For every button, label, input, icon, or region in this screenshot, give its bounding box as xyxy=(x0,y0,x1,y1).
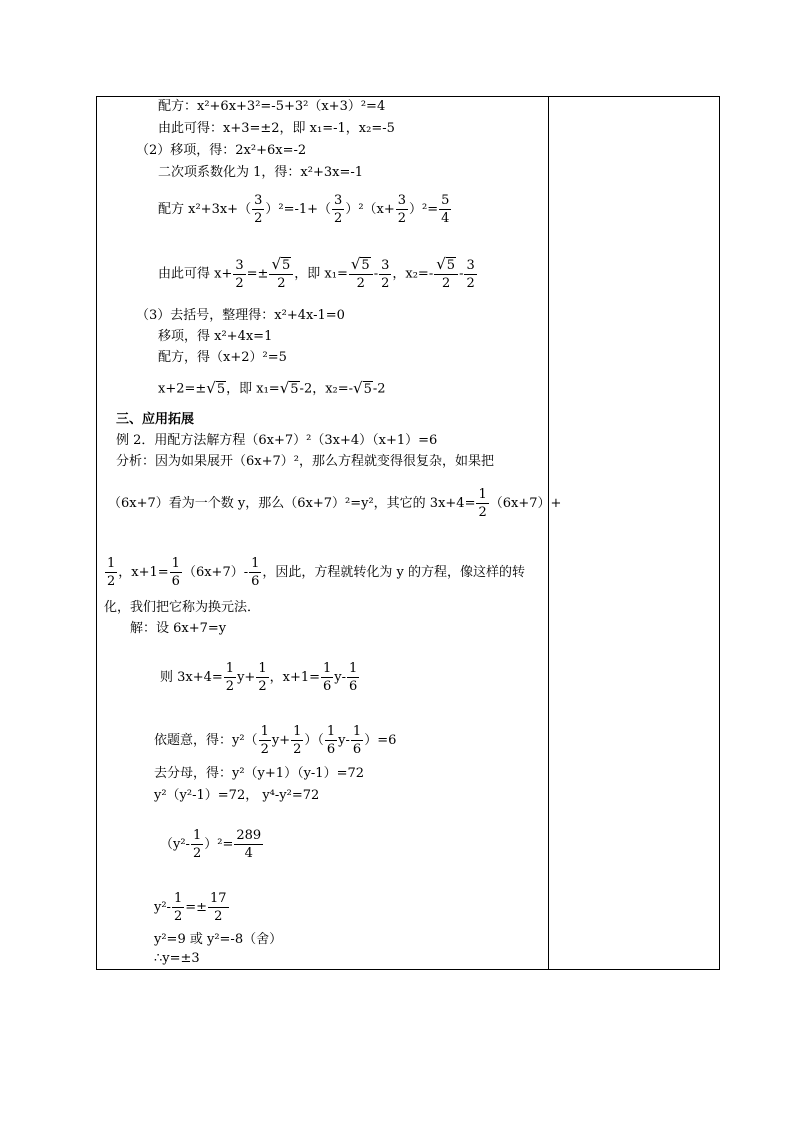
numerator xyxy=(434,256,458,275)
radicand: 5 xyxy=(282,258,291,273)
analysis-line-1: 分析：因为如果展开（6x+7）²，那么方程就变得很复杂，如果把 xyxy=(116,454,494,469)
sqrt: √5 xyxy=(271,255,291,273)
fraction-3-2 xyxy=(379,257,391,292)
numerator: 1 xyxy=(326,724,336,739)
line-complete-square-2 xyxy=(158,192,452,227)
denominator: 2 xyxy=(356,276,365,291)
fraction-sqrt5-2 xyxy=(349,256,373,292)
numerator: 1 xyxy=(349,661,358,676)
denominator: 2 xyxy=(466,275,475,291)
text: （6x+7）看为一个数 y，那么（6x+7）²=y²，其它的 3x+4= xyxy=(108,496,476,511)
numerator: 1 xyxy=(192,828,202,843)
fraction-sqrt5-2 xyxy=(434,256,458,292)
numerator: 17 xyxy=(210,891,227,906)
radicand: 5 xyxy=(363,382,372,397)
text: 则 3x+4= xyxy=(160,670,223,685)
numerator: 1 xyxy=(225,661,235,676)
fraction-1-6 xyxy=(351,723,363,758)
sqrt: √5 xyxy=(279,379,299,397)
numerator: 1 xyxy=(173,891,183,906)
denominator: 6 xyxy=(171,574,180,589)
text: ）²= xyxy=(204,837,234,852)
text: （6x+7）- xyxy=(182,565,249,580)
text: y+ xyxy=(271,733,291,748)
denominator: 6 xyxy=(326,742,336,757)
sqrt: √5 xyxy=(206,379,226,397)
denominator: 4 xyxy=(244,846,253,861)
text: （6x+7）+ xyxy=(489,496,562,511)
numerator: 3 xyxy=(334,193,343,208)
numerator: 1 xyxy=(171,556,180,571)
text: -2 xyxy=(372,381,386,397)
denominator: 6 xyxy=(349,679,358,694)
fraction-289-4 xyxy=(234,827,263,862)
text: x+2=± xyxy=(158,381,207,397)
fraction-sqrt5-2 xyxy=(269,256,293,292)
text: 由此可得 x+ xyxy=(158,266,233,282)
fraction-1-6 xyxy=(325,723,337,758)
text: y- xyxy=(338,733,350,748)
denominator: 2 xyxy=(293,742,302,757)
denominator: 2 xyxy=(478,505,487,520)
denominator: 2 xyxy=(254,211,263,226)
denominator: 2 xyxy=(260,742,269,757)
line-transpose-3: 移项，得 x²+4x=1 xyxy=(158,329,273,344)
text: - xyxy=(373,266,379,282)
denominator: 2 xyxy=(397,211,407,226)
denominator: 2 xyxy=(442,276,451,291)
line-result-1: 由此可得：x+3=±2，即 x₁=-1，x₂=-5 xyxy=(158,121,395,136)
table-column-divider xyxy=(548,96,549,970)
fraction-1-6 xyxy=(249,555,261,590)
analysis-line-2 xyxy=(108,486,561,521)
text: ，x+1= xyxy=(118,565,169,580)
numerator: 3 xyxy=(397,193,407,208)
solution-root xyxy=(154,890,230,925)
text: ，x₂=- xyxy=(392,266,434,282)
line-expand-3: （3）去括号，整理得：x²+4x-1=0 xyxy=(136,308,345,323)
text: ，x+1= xyxy=(269,670,320,685)
numerator: 1 xyxy=(251,556,260,571)
text: 依题意，得：y²（ xyxy=(154,733,258,748)
fraction-1-2 xyxy=(476,486,488,521)
fraction-3-2 xyxy=(332,192,344,227)
line-complete-square-3: 配方，得（x+2）²=5 xyxy=(158,350,287,365)
analysis-line-4: 化，我们把它称为换元法． xyxy=(104,600,261,615)
sqrt: √5 xyxy=(353,379,372,397)
denominator: 2 xyxy=(258,679,267,694)
text: y²- xyxy=(154,900,171,915)
numerator: 5 xyxy=(441,193,450,208)
fraction-1-2 xyxy=(191,827,203,862)
fraction-1-2 xyxy=(105,555,117,590)
fraction-1-6 xyxy=(170,555,182,590)
fraction-1-2 xyxy=(172,890,184,925)
line-complete-square-1: 配方：x²+6x+3²=-5+3²（x+3）²=4 xyxy=(158,99,386,114)
numerator: 1 xyxy=(107,556,116,571)
line-result-3 xyxy=(158,380,386,398)
numerator xyxy=(349,256,373,275)
text: =± xyxy=(185,900,208,915)
denominator: 4 xyxy=(441,211,450,226)
numerator: 3 xyxy=(381,257,390,273)
denominator: 2 xyxy=(225,679,235,694)
denominator: 2 xyxy=(334,211,343,226)
text: ）²（x+ xyxy=(345,202,395,217)
numerator: 1 xyxy=(478,487,487,502)
fraction-1-6 xyxy=(321,660,333,695)
numerator: 1 xyxy=(352,724,362,739)
text: ）²=-1+（ xyxy=(265,202,332,217)
radicand: 5 xyxy=(446,258,456,273)
text: -2，x₂=- xyxy=(299,381,354,397)
denominator: 6 xyxy=(251,574,260,589)
denominator: 2 xyxy=(107,574,116,589)
numerator: 3 xyxy=(466,257,475,273)
text: （y²- xyxy=(160,837,190,852)
text: ，即 x₁= xyxy=(226,381,280,397)
fraction-3-2 xyxy=(233,257,245,292)
solution-expand: y²（y²-1）=72， y⁴-y²=72 xyxy=(154,788,320,803)
text: ）=6 xyxy=(364,733,397,748)
numerator: 3 xyxy=(235,257,244,273)
fraction-1-2 xyxy=(256,660,268,695)
text: y+ xyxy=(237,670,256,685)
denominator: 2 xyxy=(381,275,390,291)
solution-complete-square xyxy=(160,827,264,862)
numerator: 1 xyxy=(258,661,267,676)
denominator: 2 xyxy=(173,909,183,924)
line-transpose-2: （2）移项，得：2x²+6x=-2 xyxy=(136,143,307,158)
text: ）²= xyxy=(409,202,439,217)
solution-substitution xyxy=(160,660,360,695)
fraction-1-2 xyxy=(291,723,303,758)
radicand: 5 xyxy=(290,382,299,397)
analysis-line-3 xyxy=(104,555,525,590)
numerator: 3 xyxy=(254,193,263,208)
solution-let: 解：设 6x+7=y xyxy=(130,621,227,636)
text: y- xyxy=(334,670,347,685)
solution-y-result: ∴y=±3 xyxy=(154,951,200,966)
denominator: 2 xyxy=(235,275,244,291)
sqrt: √5 xyxy=(436,255,456,273)
radicand: 5 xyxy=(216,382,226,397)
fraction-3-2 xyxy=(252,192,264,227)
numerator: 1 xyxy=(260,724,269,739)
denominator: 2 xyxy=(192,846,202,861)
solution-clear-denominator: 去分母，得：y²（y+1）（y-1）=72 xyxy=(154,766,365,781)
example-2-title: 例 2．用配方法解方程（6x+7）²（3x+4）（x+1）=6 xyxy=(116,433,438,448)
solution-equation xyxy=(154,723,396,758)
text: =± xyxy=(246,266,269,282)
sqrt: √5 xyxy=(350,255,370,273)
radicand: 5 xyxy=(361,258,370,273)
text: 配方 x²+3x+（ xyxy=(158,202,252,217)
text: ，即 x₁= xyxy=(294,266,348,282)
line-result-2 xyxy=(158,256,478,292)
fraction-5-4 xyxy=(439,192,451,227)
solution-y-squared: y²=9 或 y²=-8（舍） xyxy=(154,932,283,947)
line-coefficient-2: 二次项系数化为 1，得：x²+3x=-1 xyxy=(158,165,363,180)
numerator xyxy=(269,256,293,275)
denominator: 2 xyxy=(277,276,286,291)
numerator: 1 xyxy=(323,661,332,676)
section-heading: 三、应用拓展 xyxy=(116,412,195,427)
numerator: 1 xyxy=(293,724,302,739)
denominator: 6 xyxy=(323,679,332,694)
fraction-1-2 xyxy=(259,723,271,758)
fraction-3-2 xyxy=(464,257,476,292)
fraction-3-2 xyxy=(396,192,408,227)
fraction-17-2 xyxy=(208,890,229,925)
fraction-1-2 xyxy=(224,660,236,695)
fraction-1-6 xyxy=(347,660,359,695)
numerator: 289 xyxy=(236,828,262,843)
text: - xyxy=(459,266,464,282)
denominator: 2 xyxy=(214,909,223,924)
text: ，因此，方程就转化为 y 的方程，像这样的转 xyxy=(262,565,526,580)
text: ）（ xyxy=(304,733,324,748)
denominator: 6 xyxy=(352,742,362,757)
